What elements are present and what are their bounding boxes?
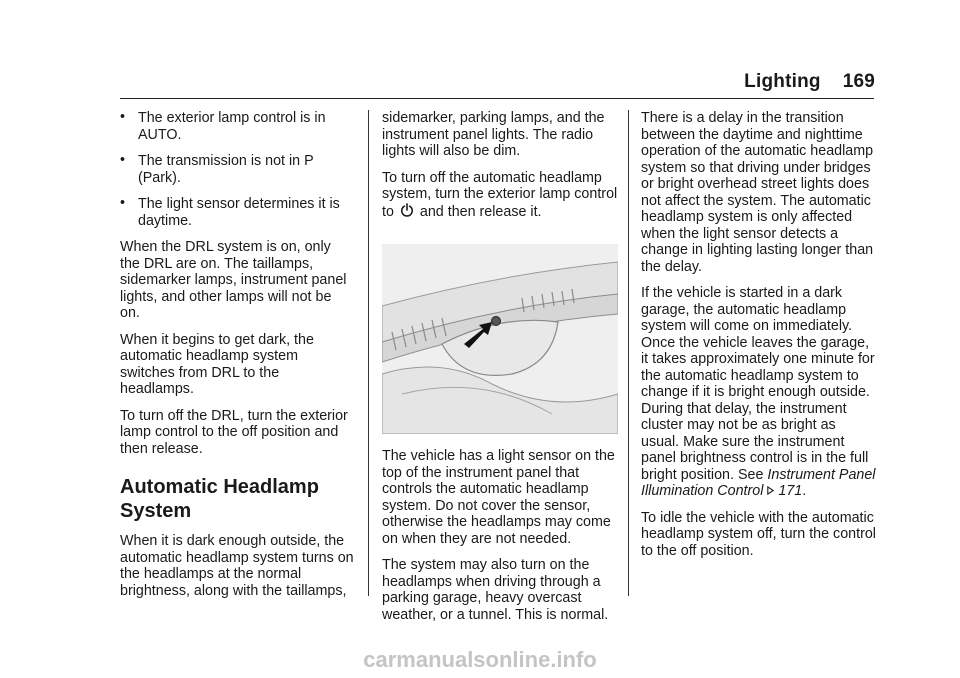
paragraph: To turn off the DRL, turn the exterior lamp control to the off position and then release. <box>120 407 348 457</box>
paragraph <box>641 285 877 500</box>
bullet-text: The exterior lamp control is in AUTO. <box>138 110 326 143</box>
paragraph: sidemarker, parking lamps, and the instrument panel lights. The radio lights will also be dim. <box>382 110 605 159</box>
bullet-dot: • <box>120 109 126 125</box>
paragraph-text: and then release it. <box>419 203 542 220</box>
page-header <box>744 71 875 93</box>
cross-reference-link[interactable]: Instrument Panel Illumination Control <box>641 466 876 499</box>
paragraph-text: . <box>802 483 807 499</box>
paragraph-text: To turn off the automatic headlamp system, turn the exterior lamp control to <box>382 169 618 220</box>
paragraph: The system may also turn on the headlamps when driving through a parking garage, heavy overcast weather, or a tunnel. This is normal. <box>382 557 609 623</box>
paragraph: The vehicle has a light sensor on the top of the instrument panel that controls the automatic headlamp system. Do not cover the sensor, otherwise the headlamps may come on when they are not needed. <box>382 448 615 547</box>
paragraph: When the DRL system is on, only the DRL are on. The taillamps, sidemarker lamps, instrument panel lights, and other lamps will not be on. <box>120 239 347 321</box>
page-reference-arrow-icon <box>766 483 775 492</box>
column-1 <box>120 110 354 609</box>
paragraph: When it begins to get dark, the automatic headlamp system switches from DRL to the headlamps. <box>120 331 314 397</box>
section-title: Lighting <box>744 71 821 92</box>
bullet-text: The transmission is not in P (Park). <box>138 153 314 186</box>
bullet-dot: • <box>120 152 126 168</box>
bullet-item <box>120 196 354 229</box>
bullet-dot: • <box>120 195 126 211</box>
page-number: 169 <box>842 71 875 92</box>
paragraph: When it is dark enough outside, the automatic headlamp system turns on the headlamps at the normal brightness, along with the taillamps, <box>120 533 354 599</box>
section-heading: Automatic Headlamp System <box>120 476 319 522</box>
power-symbol-icon <box>400 203 414 217</box>
light-sensor-illustration <box>382 244 618 434</box>
paragraph: To idle the vehicle with the automatic headlamp system off, turn the control to the off position. <box>641 509 876 559</box>
paragraph <box>382 170 618 221</box>
column-divider-2 <box>628 110 629 596</box>
watermark: carmanualsonline.info <box>363 647 597 672</box>
column-3 <box>641 110 877 569</box>
cross-reference-page[interactable]: 171 <box>778 483 803 499</box>
bullet-item <box>120 153 354 186</box>
bullet-item <box>120 110 354 143</box>
header-rule <box>120 98 874 99</box>
paragraph: There is a delay in the transition between the daytime and nighttime operation of the automatic headlamp system so that driving under bridges or bright overhead street lights does not affect the system. The automatic headlamp system is only affected when the light sensor detects a change in lighting lasting longer than the delay. <box>641 110 874 275</box>
column-divider-1 <box>368 110 369 596</box>
bullet-text: The light sensor determines it is daytime. <box>138 196 340 229</box>
paragraph-text: If the vehicle is started in a dark garage, the automatic headlamp system will come on immediately. Once the vehicle leaves the garage, it takes approximately one minute for the automatic headlamp system to change if it is bright enough outside. During that delay, the instrument cluster may not be as bright as usual. Make sure the instrument panel brightness control is in the full bright position. See <box>641 285 875 483</box>
column-2 <box>382 110 618 633</box>
